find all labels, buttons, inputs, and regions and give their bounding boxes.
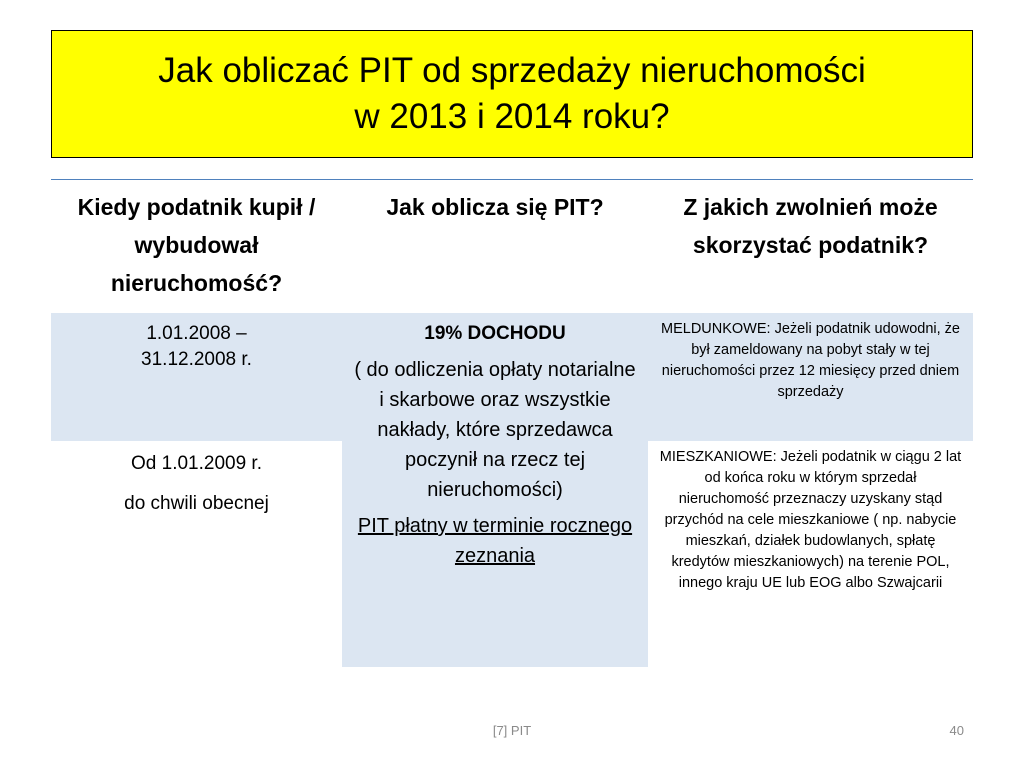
header-tax-method: Jak oblicza się PIT? xyxy=(386,194,604,220)
pit-table xyxy=(51,179,973,667)
row2-period-line-2: do chwili obecnej xyxy=(124,493,269,514)
tax-deduction-note: ( do odliczenia opłaty notarialne i skarbowe oraz wszystkie nakłady, które sprzedawca poczynił na rzecz tej nieruchomości) xyxy=(354,359,636,501)
row1-period-line-1: 1.01.2008 – xyxy=(146,323,247,344)
row1-exemption-cell: MELDUNKOWE: Jeżeli podatnik udowodni, że był zameldowany na pobyt stały w tej nieruchomości przez 12 miesięcy przed dniem sprzedaży xyxy=(648,313,973,441)
header-exemptions: Z jakich zwolnień może skorzystać podatnik? xyxy=(683,194,938,258)
row1-period-line-2: 31.12.2008 r. xyxy=(141,349,252,370)
row1-period-cell xyxy=(51,313,342,441)
row2-exemption-cell: MIESZKANIOWE: Jeżeli podatnik w ciągu 2 lat od końca roku w którym sprzedał nieruchomość przeznaczy uzyskany stąd przychód na cele mieszkaniowe ( np. nabycie mieszkań, działek budowlanych, spłatę kredytów mieszkaniowych) na terenie POL, innego kraju UE lub EOG albo Szwajcarii xyxy=(648,441,973,667)
header-purchase-date: Kiedy podatnik kupił / wybudował nieruchomość? xyxy=(77,194,316,296)
slide-title-line-2: w 2013 i 2014 roku? xyxy=(354,97,670,136)
slide-number: 40 xyxy=(949,723,964,738)
tax-method-cell xyxy=(342,313,648,667)
tax-payment-term: PIT płatny w terminie rocznego zeznania xyxy=(357,515,633,567)
row2-period-line-1: Od 1.01.2009 r. xyxy=(131,453,262,474)
tax-rate: 19% DOCHODU xyxy=(424,323,566,344)
footer-source: [7] PIT xyxy=(492,723,532,738)
row2-period-cell xyxy=(51,441,342,667)
title-box xyxy=(51,30,973,158)
slide-title-line-1: Jak obliczać PIT od sprzedaży nieruchomości xyxy=(158,51,866,90)
